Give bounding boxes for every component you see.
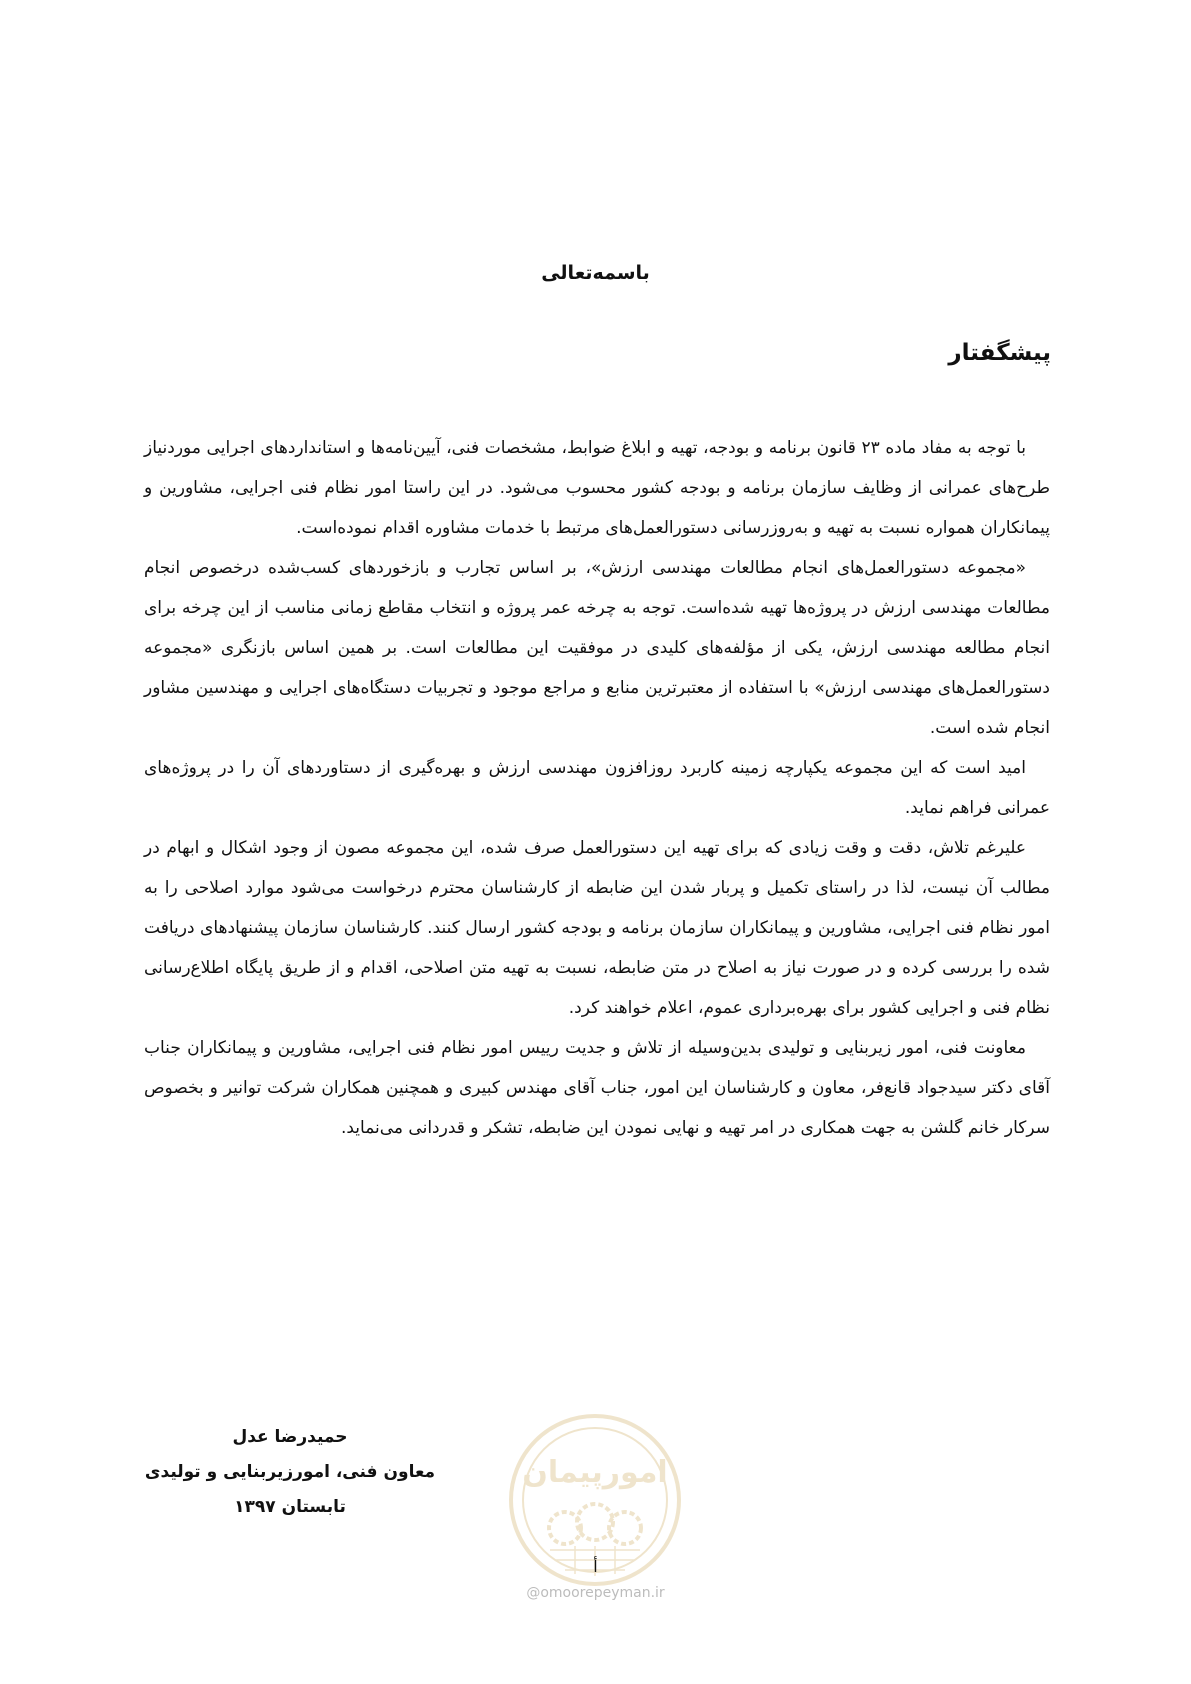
paragraph-4: علیرغم تلاش، دقت و وقت زیادی که برای تهیه این دستورالعمل صرف شده، این مجموعه مصون از وجود اشکال و ابهام در مطالب آن نیست، لذا در راستای تکمیل و پربار شدن این ضابطه از کارشناسان محترم درخواست می‌شود موارد اصلاحی را به امور نظام فنی اجرایی، مشاورین و پیمانکاران سازمان برنامه و بودجه کشور ارسال کنند. کارشناسان سازمان پیشنهادهای دریافت شده را بررسی کرده و در صورت نیاز به اصلاح در متن ضابطه، نسبت به تهیه متن اصلاحی، اقدام و از طریق پایگاه اطلاع‌رسانی نظام فنی و اجرایی کشور برای بهره‌برداری عموم، اعلام خواهند کرد.: [144, 838, 1050, 1018]
signature-date: تابستان ۱۳۹۷: [234, 1497, 346, 1517]
signature-block: [140, 1420, 440, 1525]
invocation-heading: باسمه‌تعالی: [541, 262, 650, 284]
signatory-position: معاون فنی، امورزیربنایی و تولیدی: [144, 1462, 436, 1482]
signatory-name: حمیدرضا عدل: [232, 1427, 348, 1447]
paragraph-3: امید است که این مجموعه یکپارچه زمینه کاربرد روزافزون مهندسی ارزش و بهره‌گیری از دستاوردهای آن را در پروژه‌های عمرانی فراهم نماید.: [144, 758, 1050, 818]
seal-text: امورپیمان: [522, 1455, 668, 1490]
page-title: پیشگفتار: [948, 340, 1051, 366]
watermark-text: @omoorepeyman.ir: [526, 1585, 665, 1601]
page-number: أ: [593, 1557, 598, 1576]
paragraph-2: «مجموعه دستورالعمل‌های انجام مطالعات مهندسی ارزش»، بر اساس تجارب و بازخوردهای کسب‌شده درخصوص انجام مطالعات مهندسی ارزش در پروژه‌ها تهیه شده‌است. توجه به چرخه عمر پروژه و انتخاب مقاطع زمانی مناسب از این چرخه برای انجام مطالعه مهندسی ارزش، یکی از مؤلفه‌های کلیدی در موفقیت این مطالعات است. بر همین اساس بازنگری «مجموعه دستورالعمل‌های مهندسی ارزش» با استفاده از معتبرترین منابع و مراجع موجود و تجربیات دستگاه‌های اجرایی و مهندسین مشاور انجام شده است.: [144, 558, 1050, 738]
paragraph-5: معاونت فنی، امور زیربنایی و تولیدی بدین‌وسیله از تلاش و جدیت رییس امور نظام فنی اجرایی، مشاورین و پیمانکاران جناب آقای دکتر سیدجواد قانع‌فر، معاون و کارشناسان این امور، جناب آقای مهندس کبیری و همچنین همکاران شرکت توانیر و بخصوص سرکار خانم گلشن به جهت همکاری در امر تهیه و نهایی نمودن این ضابطه، تشکر و قدردانی می‌نماید.: [144, 1038, 1050, 1138]
paragraph-1: با توجه به مفاد ماده ۲۳ قانون برنامه و بودجه، تهیه و ابلاغ ضوابط، مشخصات فنی، آیین‌نامه‌ها و استانداردهای اجرایی موردنیاز طرح‌های عمرانی از وظایف سازمان برنامه و بودجه کشور محسوب می‌شود. در این راستا امور نظام فنی اجرایی، مشاورین و پیمانکاران همواره نسبت به تهیه و به‌روزرسانی دستورالعمل‌های مرتبط با خدمات مشاوره اقدام نموده‌است.: [144, 438, 1050, 538]
body-text: [144, 428, 1050, 1148]
